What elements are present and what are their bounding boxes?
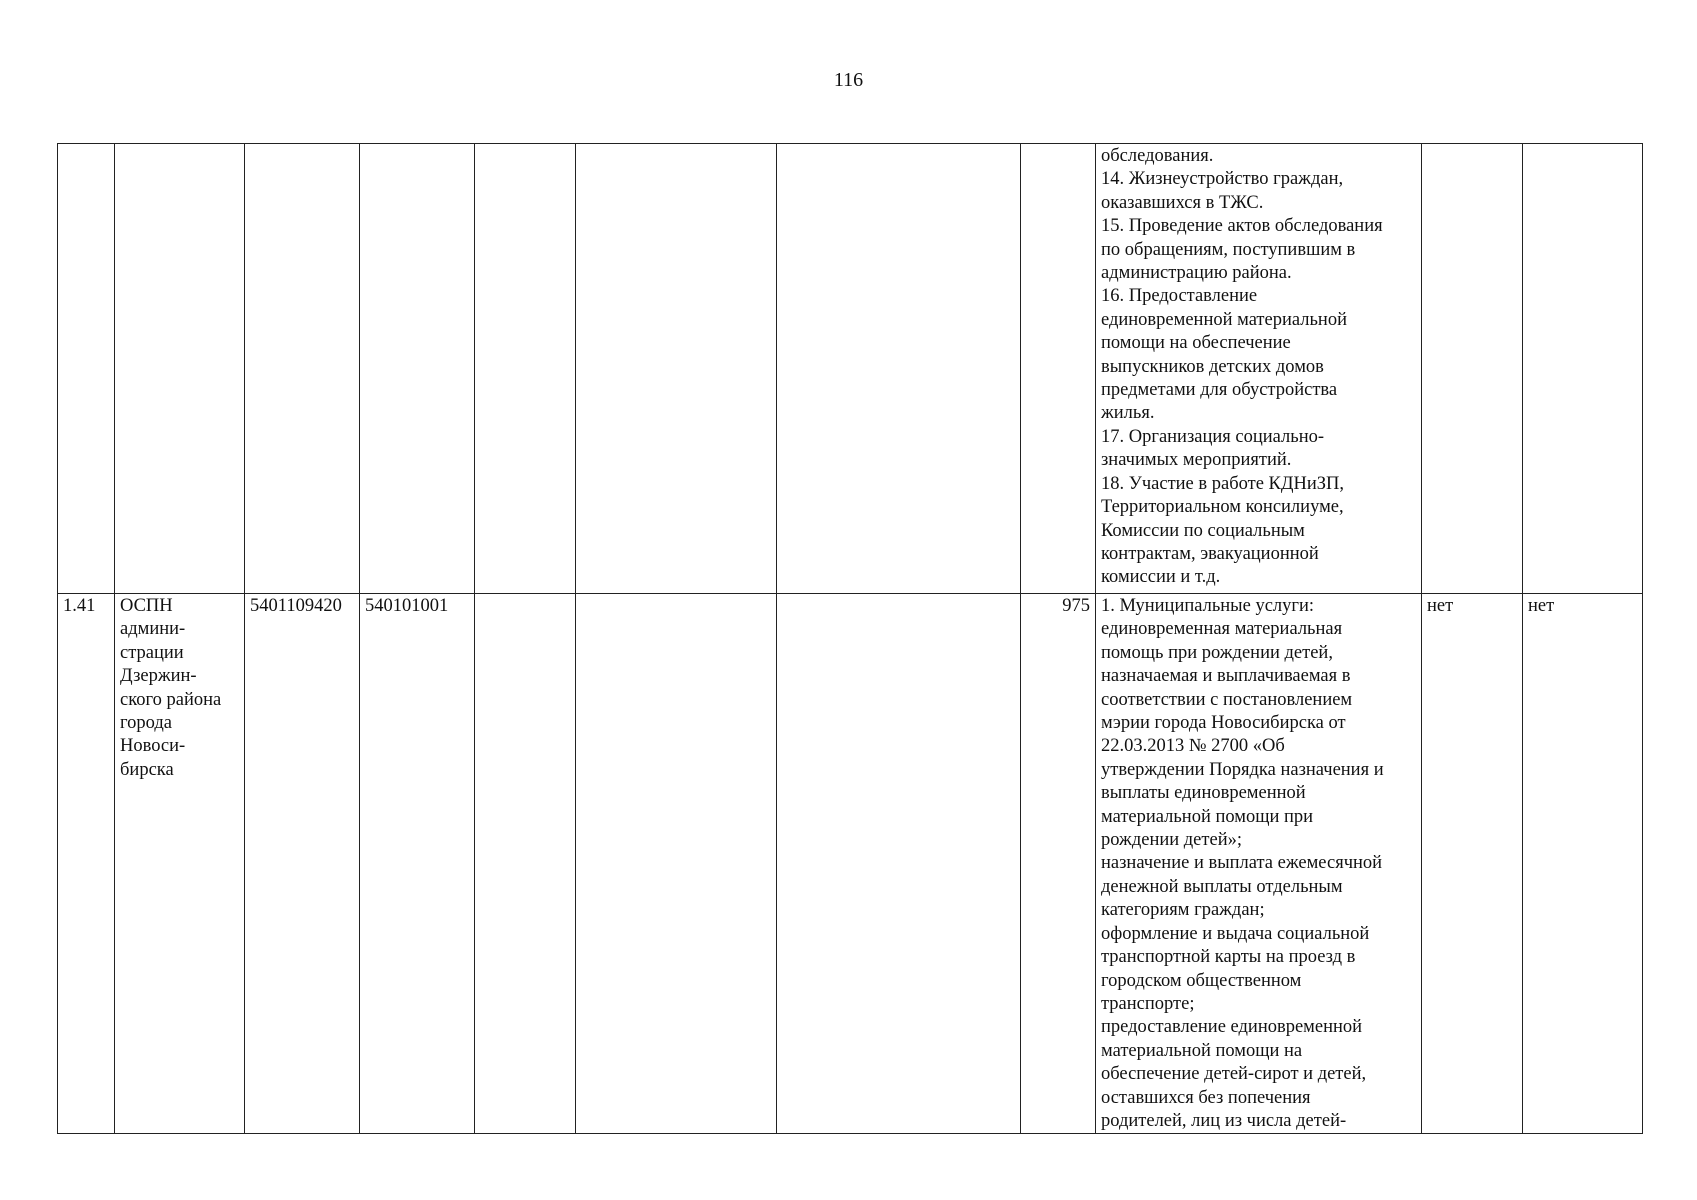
inn-cell: 5401109420: [245, 594, 360, 1134]
column-7-cell: [777, 594, 1021, 1134]
activity-line: утверждении Порядка назначения и: [1101, 759, 1384, 780]
activity-line: выплаты единовременной: [1101, 783, 1306, 804]
activities-cell: [1096, 144, 1422, 594]
activity-line: оставшихся без попечения: [1101, 1087, 1311, 1108]
activity-line: денежной выплаты отдельным: [1101, 876, 1343, 897]
kpp-cell: [360, 144, 475, 594]
activity-line: помощи на обеспечение: [1101, 333, 1291, 354]
column-11-cell: нет: [1523, 594, 1643, 1134]
column-5-cell: [475, 594, 576, 1134]
count-cell: [1021, 144, 1096, 594]
activity-line: городском общественном: [1101, 970, 1302, 991]
kpp-cell: 540101001: [360, 594, 475, 1134]
row-index-cell: 1.41: [58, 594, 115, 1134]
table-row: [58, 594, 1643, 1134]
column-6-cell: [576, 144, 777, 594]
activity-line: 16. Предоставление: [1101, 286, 1258, 307]
activity-line: выпускников детских домов: [1101, 356, 1324, 377]
activity-line: 1. Муниципальные услуги:: [1101, 596, 1315, 616]
organization-line: бирска: [120, 759, 174, 780]
column-6-cell: [576, 594, 777, 1134]
activities-cell: [1096, 594, 1422, 1134]
activity-line: помощь при рождении детей,: [1101, 642, 1333, 663]
activity-line: транспортной карты на проезд в: [1101, 947, 1356, 968]
organization-line: админи-: [120, 619, 186, 640]
activity-line: транспорте;: [1101, 993, 1195, 1014]
activity-line: 15. Проведение актов обследования: [1101, 216, 1383, 237]
activity-line: единовременной материальной: [1101, 309, 1347, 330]
activity-line: 14. Жизнеустройство граждан,: [1101, 169, 1344, 190]
column-11-cell: [1523, 144, 1643, 594]
column-5-cell: [475, 144, 576, 594]
organization-line: Новоси-: [120, 736, 186, 757]
page-number: 116: [833, 69, 864, 91]
column-10-cell: нет: [1422, 594, 1523, 1134]
activity-line: предоставление единовременной: [1101, 1017, 1363, 1038]
activity-line: соответствии с постановлением: [1101, 689, 1353, 710]
activity-line: рождении детей»;: [1101, 830, 1242, 851]
column-10-cell: [1422, 144, 1523, 594]
activity-line: обследования.: [1101, 146, 1214, 166]
activity-line: 17. Организация социально-: [1101, 426, 1325, 447]
activity-line: предметами для обустройства: [1101, 380, 1338, 401]
activity-line: назначаемая и выплачиваемая в: [1101, 666, 1351, 687]
activity-line: единовременная материальная: [1101, 619, 1343, 640]
activity-line: назначение и выплата ежемесячной: [1101, 853, 1383, 874]
activity-line: по обращениям, поступившим в: [1101, 239, 1356, 260]
activity-line: Комиссии по социальным: [1101, 520, 1305, 541]
registry-table: [57, 143, 1643, 1134]
activity-line: обеспечение детей-сирот и детей,: [1101, 1064, 1367, 1085]
activity-line: комиссии и т.д.: [1101, 567, 1221, 588]
row-index-cell: [58, 144, 115, 594]
activity-line: оказавшихся в ТЖС.: [1101, 192, 1264, 213]
organization-cell: [115, 594, 245, 1134]
activity-line: значимых мероприятий.: [1101, 450, 1292, 471]
activity-line: материальной помощи при: [1101, 806, 1314, 827]
table-row: [58, 144, 1643, 594]
activity-line: родителей, лиц из числа детей-: [1101, 1110, 1347, 1131]
organization-cell: [115, 144, 245, 594]
organization-line: Дзержин-: [120, 666, 197, 687]
activity-line: оформление и выдача социальной: [1101, 923, 1370, 944]
count-cell: 975: [1021, 594, 1096, 1134]
activity-line: категориям граждан;: [1101, 900, 1265, 921]
column-7-cell: [777, 144, 1021, 594]
organization-line: города: [120, 713, 172, 734]
activity-line: контрактам, эвакуационной: [1101, 543, 1319, 564]
activity-line: администрацию района.: [1101, 263, 1292, 284]
activity-line: 18. Участие в работе КДНиЗП,: [1101, 473, 1345, 494]
inn-cell: [245, 144, 360, 594]
organization-line: страции: [120, 642, 184, 663]
activity-line: мэрии города Новосибирска от: [1101, 713, 1346, 734]
activity-line: Территориальном консилиуме,: [1101, 497, 1344, 518]
activity-line: материальной помощи на: [1101, 1040, 1303, 1061]
organization-line: ОСПН: [120, 596, 173, 616]
activity-line: жилья.: [1101, 403, 1155, 424]
organization-line: ского района: [120, 689, 222, 710]
activity-line: 22.03.2013 № 2700 «Об: [1101, 736, 1285, 757]
